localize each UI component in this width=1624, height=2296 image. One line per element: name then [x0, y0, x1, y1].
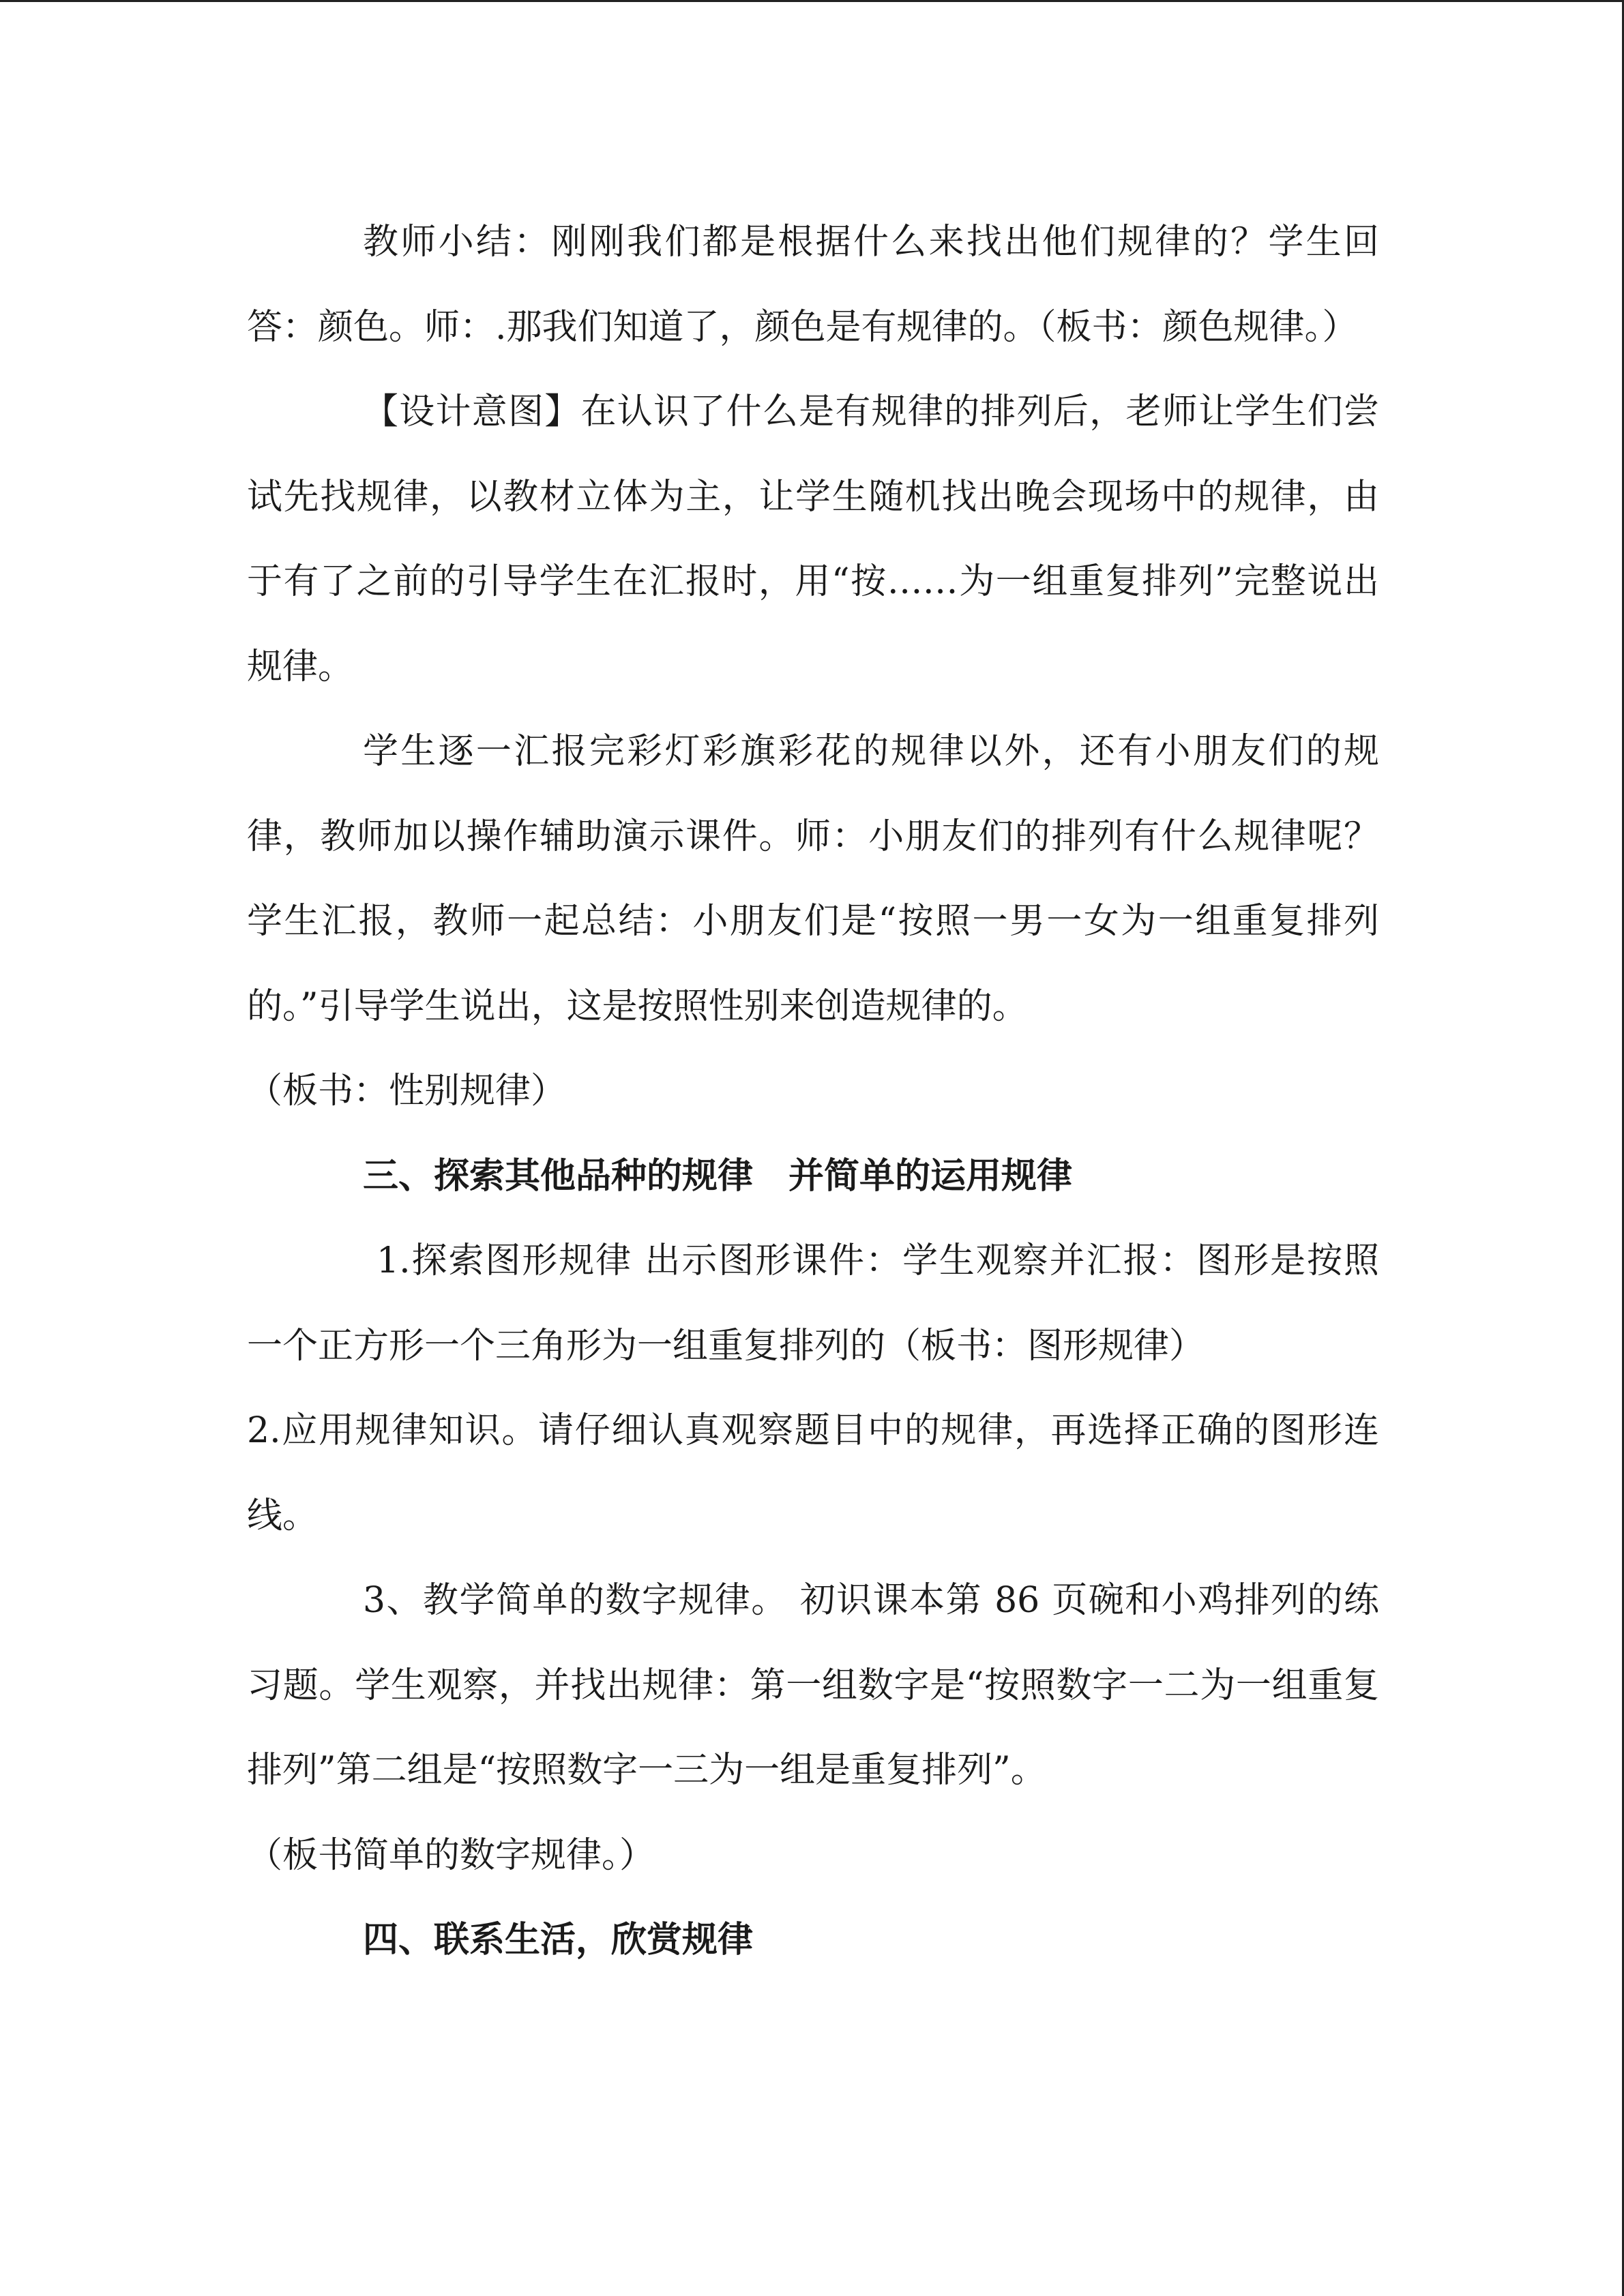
paragraph-board-gender: （板书：性别规律）	[247, 1071, 567, 1112]
section-heading-three: 三、探索其他品种的规律 并简单的运用规律	[363, 1154, 1073, 1197]
paragraph-explore-shapes: 1.探索图形规律 出示图形课件：学生观察并汇报：图形是按照一个正方形一个三角形为一组重复排列的（板书：图形规律）	[247, 1240, 1379, 1367]
paragraph-student-report: 学生逐一汇报完彩灯彩旗彩花的规律以外，还有小朋友们的规律，教师加以操作辅助演示课件。师：小朋友们的排列有什么规律呢？学生汇报，教师一起总结：小朋友们是“按照一男一女为一组重复排列的。”引导学生说出，这是按照性别来创造规律的。	[247, 731, 1379, 1027]
paragraph-board-numbers: （板书简单的数字规律。）	[247, 1834, 655, 1876]
section-heading-four: 四、联系生活，欣赏规律	[363, 1919, 754, 1960]
paragraph-apply-rules: 2.应用规律知识。请仔细认真观察题目中的规律，再选择正确的图形连线。	[247, 1410, 1379, 1536]
document-body	[247, 200, 1379, 1983]
paragraph-teacher-summary: 教师小结：刚刚我们都是根据什么来找出他们规律的？学生回答：颜色。师：.那我们知道了，颜色是有规律的。（板书：颜色规律。）	[247, 222, 1379, 348]
paragraph-number-rules: 3、教学简单的数字规律。 初识课本第 86 页碗和小鸡排列的练习题。学生观察，并找出规律：第一组数字是“按照数字一二为一组重复排列”第二组是“按照数字一三为一组是重复排列”。	[247, 1580, 1379, 1791]
paragraph-design-intent: 【设计意图】在认识了什么是有规律的排列后，老师让学生们尝试先找规律，以教材立体为主，让学生随机找出晚会现场中的规律，由于有了之前的引导学生在汇报时，用“按……为一组重复排列”完整说出规律。	[247, 391, 1379, 687]
